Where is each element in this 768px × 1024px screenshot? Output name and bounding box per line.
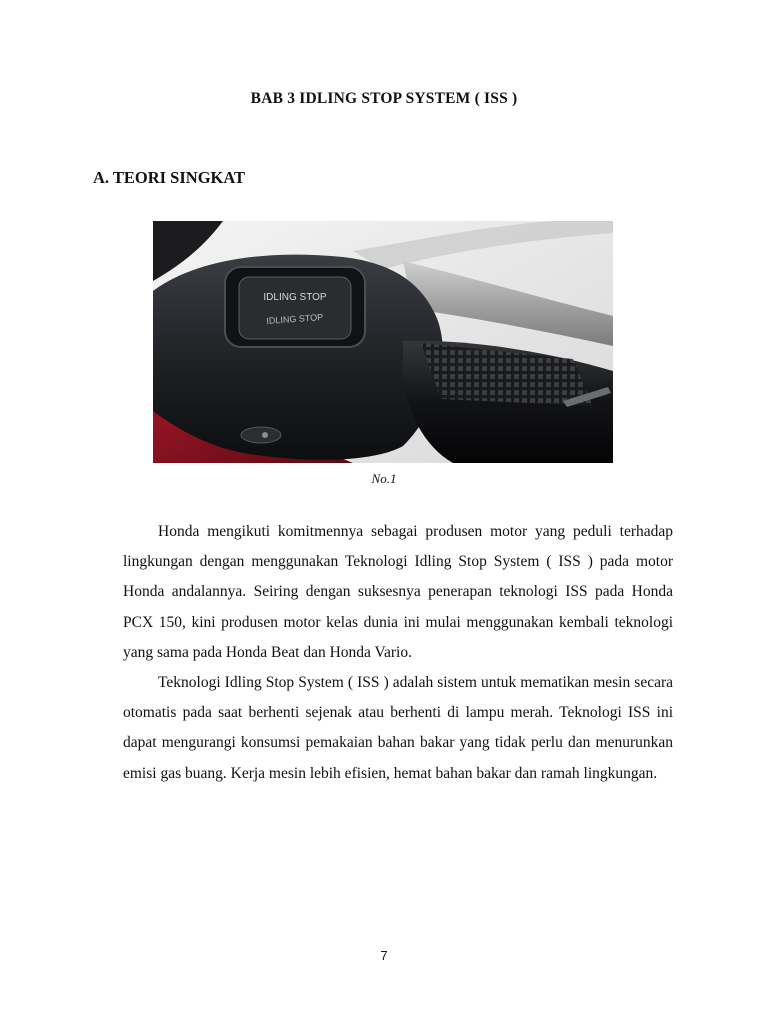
button-label-top: IDLING STOP: [263, 292, 327, 303]
section-title: A. TEORI SINGKAT: [93, 168, 246, 187]
figure-caption: No.1: [371, 471, 397, 486]
paragraph-1: Honda mengikuti komitmennya sebagai produsen motor yang peduli terhadap lingkungan dengan menggunakan Teknologi Idling Stop System ( ISS ) pada motor Honda andalannya. Seiring dengan suksesnya penerapan teknologi ISS pada Honda PCX 150, kini produsen motor kelas dunia ini mulai menggunakan kembali teknologi yang sama pada Honda Beat dan Honda Vario.: [123, 523, 673, 661]
body-text: [123, 517, 673, 789]
paragraph-2: Teknologi Idling Stop System ( ISS ) adalah sistem untuk mematikan mesin secara otomatis pada saat berhenti sejenak atau berhenti di lampu merah. Teknologi ISS ini dapat mengurangi konsumsi pemakaian bahan bakar yang tidak perlu dan menurunkan emisi gas buang. Kerja mesin lebih efisien, hemat bahan bakar dan ramah lingkungan.: [123, 674, 673, 782]
chapter-title: BAB 3 IDLING STOP SYSTEM ( ISS ): [250, 90, 518, 107]
button-label-bottom: IDLING STOP: [266, 312, 324, 326]
page-number: 7: [380, 948, 388, 963]
handlebar-switch-photo: [153, 221, 613, 463]
